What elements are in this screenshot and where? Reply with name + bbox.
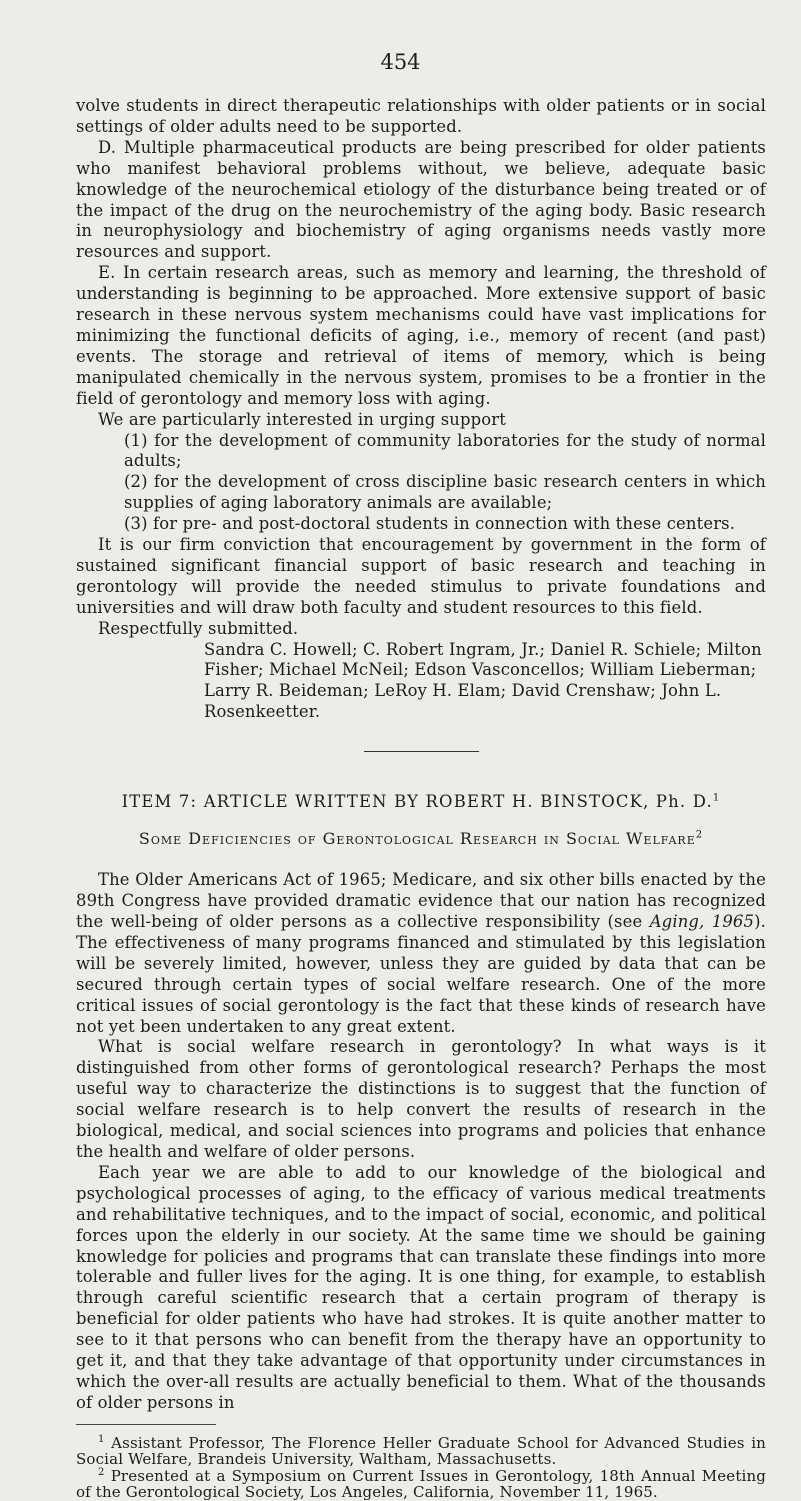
article-paragraph-2: What is social welfare research in gerontology? In what ways is it distinguished from other forms of gerontological research? Perhaps the most useful way to characterize the distinctions is to suggest that the function of social welfare research is to help convert the results of research in the biological, medical, and social sciences into programs and policies that enhance the health and welfare of older persons. [76, 1037, 766, 1161]
article-p1-start: The Older Americans Act of 1965; Medicare, and six other bills enacted by the 89th Congress have provided dramatic evidence that our nation has recognized the well-being of older persons as a collective responsibility (see [76, 870, 766, 931]
article-subheading-text: Some Deficiencies of Gerontological Research in Social Welfare [138, 829, 696, 849]
footnote-1-marker: 1 [98, 1433, 105, 1445]
item-heading-text: ITEM 7: ARTICLE WRITTEN BY ROBERT H. BINSTOCK, Ph. D. [121, 792, 713, 812]
citation-italic: Aging, 1965 [649, 912, 755, 931]
footnote-ref-1: 1 [712, 792, 721, 804]
article-p1-end: ). The effectiveness of many programs financed and stimulated by this legislation will be severely limited, however, unless they are guided by data that can be secured through certain types of social welfare research. One of the more critical issues of social gerontology is the fact that these kinds of research have not yet been undertaken to any great extent. [76, 912, 766, 1036]
list-item-1: (1) for the development of community laboratories for the study of normal adults; [124, 430, 766, 471]
paragraph-d: D. Multiple pharmaceutical products are being prescribed for older patients who manifest behavioral problems without, we believe, adequate basic knowledge of the neurochemical etiology of the disturbance being treated or of the impact of the drug on the neurochemistry of the aging body. Basic research in neurophysiology and biochemistry of aging organisms needs vastly more resources and support. [76, 137, 766, 262]
signatories: Sandra C. Howell; C. Robert Ingram, Jr.; Daniel R. Schiele; Milton Fisher; Michael McNeil; Edson Vasconcellos; William Lieberman; Larry R. Beideman; LeRoy H. Elam; David Crenshaw; John L. Rosenkeetter. [204, 639, 762, 722]
section-divider [364, 751, 479, 752]
footnote-ref-2: 2 [695, 829, 704, 841]
item-heading [76, 792, 766, 811]
paragraph-continued: volve students in direct therapeutic relationships with older patients or in social settings of older adults need to be supported. [76, 96, 766, 136]
paragraph-conviction: It is our firm conviction that encouragement by government in the form of sustained significant financial support of basic research and teaching in gerontology will provide the needed stimulus to private foundations and universities and will draw both faculty and student resources to this field. [76, 535, 766, 617]
page-number: 454 [380, 50, 421, 74]
paragraph-urging: We are particularly interested in urging support [98, 409, 507, 429]
paragraph-e: E. In certain research areas, such as memory and learning, the threshold of understanding is beginning to be approached. More extensive support of basic research in these nervous system mechanisms could have vast implications for minimizing the functional deficits of aging, i.e., memory of recent (and past) events. The storage and retrieval of items of memory, which is being manipulated chemically in the nervous system, promises to be a frontier in the field of gerontology and memory loss with aging. [76, 263, 766, 408]
article-subheading [76, 829, 766, 848]
footnote-2-text: Presented at a Symposium on Current Issues in Gerontology, 18th Annual Meeting of the Gerontological Society, Los Angeles, California, November 11, 1965. [76, 1466, 767, 1501]
list-item-3: (3) for pre- and post-doctoral students in connection with these centers. [124, 514, 736, 534]
paragraph-submitted: Respectfully submitted. [98, 618, 299, 638]
body-text [76, 96, 766, 1501]
article-paragraph-3: Each year we are able to add to our knowledge of the biological and psychological processes of aging, to the efficacy of various medical treatments and rehabilitative techniques, and to the impact of social, economic, and political forces upon the elderly in our society. At the same time we should be gaining knowledge for policies and programs that can translate these findings into more tolerable and fuller lives for the aging. It is one thing, for example, to establish through careful scientific research that a certain program of therapy is beneficial for older patients who have had strokes. It is quite another matter to see to it that persons who can benefit from the therapy have an opportunity to get it, and that they take advantage of that opportunity under circumstances in which the over-all results are actually beneficial to them. What of the thousands of older persons in [76, 1162, 766, 1412]
footnote-2 [76, 1468, 766, 1501]
footnote-1 [76, 1435, 766, 1468]
article-paragraph-1 [76, 870, 766, 1037]
footnote-1-text: Assistant Professor, The Florence Heller Graduate School for Advanced Studies in Social Welfare, Brandeis University, Waltham, Massachusetts. [76, 1433, 766, 1469]
footnote-divider [76, 1424, 216, 1425]
footnote-2-marker: 2 [98, 1466, 105, 1478]
list-item-2: (2) for the development of cross discipline basic research centers in which supplies of aging laboratory animals are available; [124, 472, 766, 513]
